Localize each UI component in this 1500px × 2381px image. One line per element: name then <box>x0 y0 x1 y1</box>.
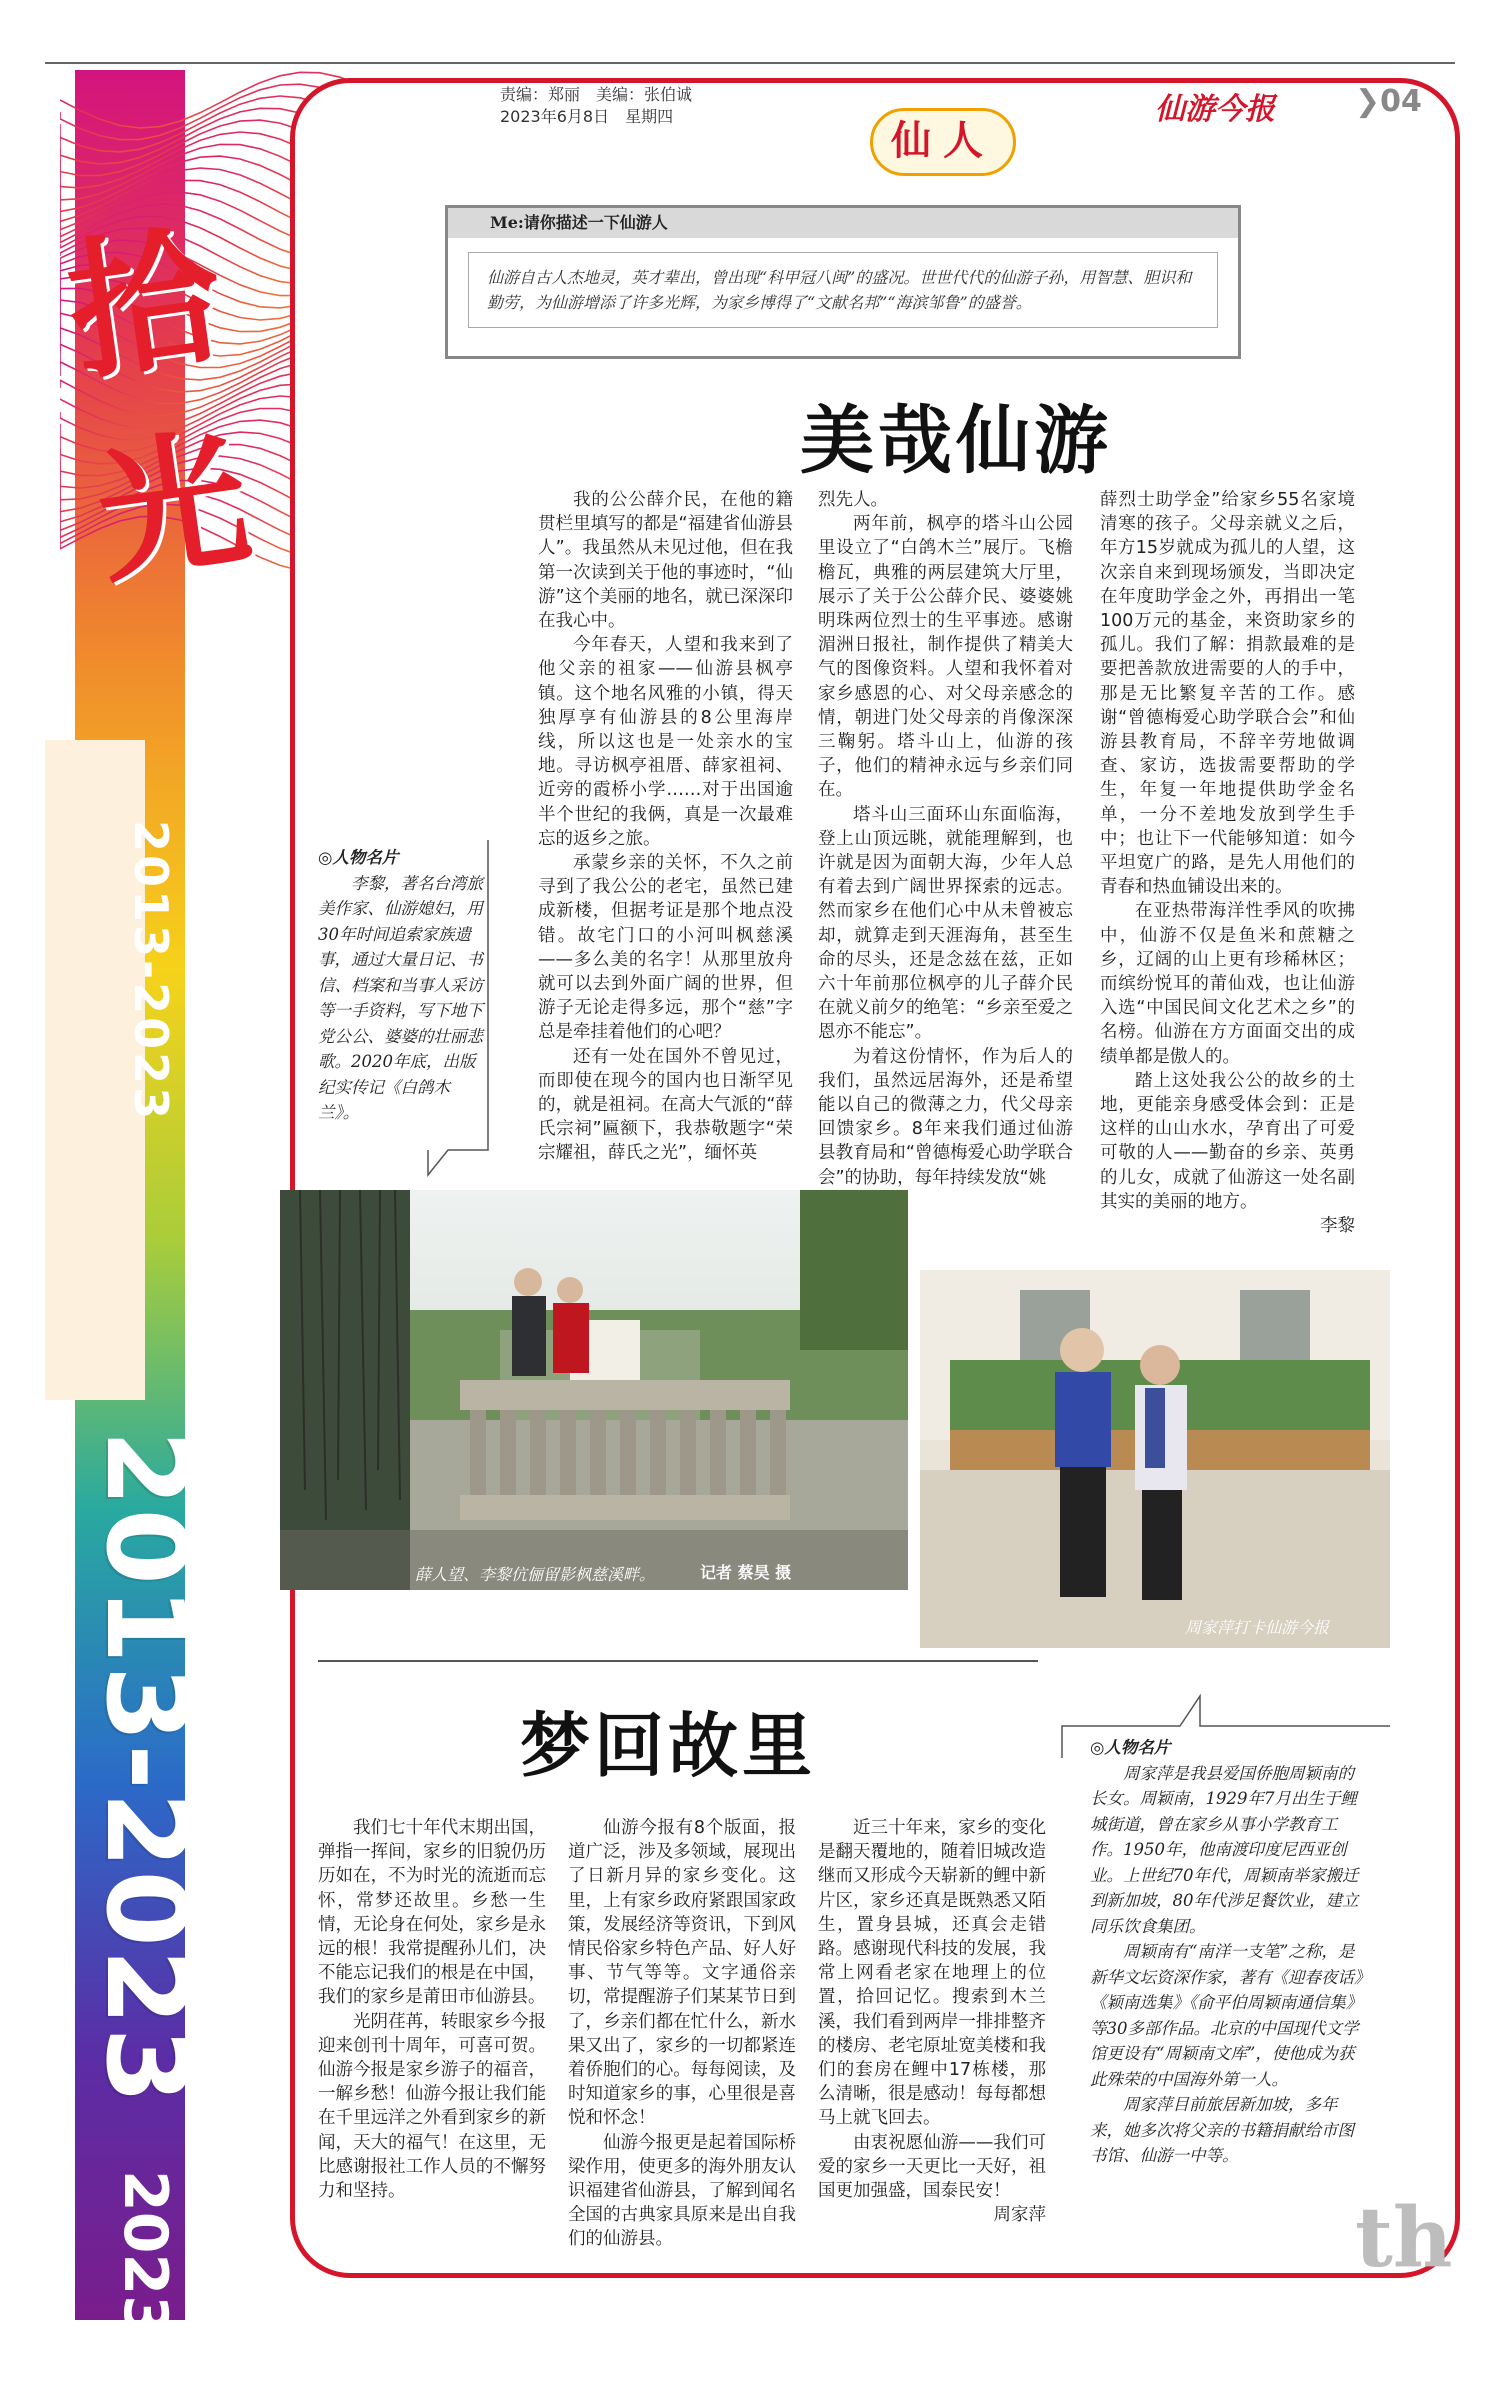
me-box <box>445 205 1241 359</box>
article2-col3 <box>818 1816 1046 2227</box>
photo1-image <box>280 1190 908 1590</box>
section-divider <box>318 1660 1038 1662</box>
paragraph: 两年前，枫亭的塔斗山公园里设立了“白鸽木兰”展厅。飞檐檐瓦，典雅的两层建筑大厅里，展示了关于公公薛介民、婆婆姚明珠两位烈士的生平事迹。感谢湄洲日报社，制作提供了精美大气的图像资料。人望和我怀着对家乡感恩的心、对父母亲感念的情，朝进门处父母亲的肖像深深三鞠躬。塔斗山上，仙游的孩子，他们的精神永远与乡亲们同在。 <box>818 514 1073 801</box>
photo1-caption: 薛人望、李黎伉俪留影枫慈溪畔。 <box>415 1565 656 1584</box>
photo2-caption: 周家萍打卡仙游今报 <box>1185 1618 1330 1637</box>
page-number-value: 04 <box>1380 84 1422 119</box>
profile1-label: ◎人物名片 <box>318 848 399 867</box>
paragraph: 在亚热带海洋性季风的吹拂中，仙游不仅是鱼米和蔗糖之乡，辽阔的山上更有珍稀林区；而缤纷悦耳的莆仙戏，也让仙游入选“中国民间文化艺术之乡”的名榜。仙游在方方面面交出的成绩单都是傲人的。 <box>1100 901 1355 1067</box>
watermark: th <box>1355 2190 1453 2286</box>
profile1-text: 李黎，著名台湾旅美作家、仙游媳妇，用30年时间追索家族遗事，通过大量日记、书信、档案和当事人采访等一手资料，写下地下党公公、婆婆的壮丽悲歌。2020年底，出版纪实传记《白鸽木兰》。 <box>318 873 483 1122</box>
top-rule <box>45 62 1455 64</box>
paragraph: 近三十年来，家乡的变化是翻天覆地的，随着旧城改造继而又形成今天崭新的鲤中新片区，家乡还真是既熟悉又陌生，置身县城，还真会走错路。感谢现代科技的发展，我常上网看老家在地理上的位置，拾回记忆。搜索到木兰溪，我们看到两岸一排排整齐的楼房、老宅原址宽美楼和我们的套房在鲤中17栋楼，那么清晰，很是感动！每每都想马上就飞回去。 <box>818 1818 1046 2129</box>
decor-years-big: 2013-2023 <box>82 1430 210 2106</box>
profile2-text3: 周家萍目前旅居新加坡，多年来，她多次将父亲的书籍捐献给市图书馆、仙游一中等。 <box>1090 2095 1354 2165</box>
profile2-text2: 周颖南有“南洋一支笔”之称，是新华文坛资深作家，著有《迎春夜话》《颖南选集》《俞平伯周颖南通信集》等30多部作品。北京的中国现代文学馆更设有“周颖南文库”，使他成为获此殊荣的中国海外第一人。 <box>1090 1942 1363 2089</box>
article1-title: 美哉仙游 <box>800 398 1112 484</box>
photo1-credit: 记者 蔡昊 摄 <box>700 1563 792 1582</box>
photo-riverside-couple <box>280 1190 908 1590</box>
article1-col3 <box>1100 488 1355 1238</box>
article1-col2 <box>818 488 1073 1190</box>
article2-title: 梦回故里 <box>520 1705 816 1787</box>
paragraph: 踏上这处我公公的故乡的土地，更能亲身感受体会到：正是这样的山山水水，孕育出了可爱可敬的人——勤奋的乡亲、英勇的儿女，成就了仙游这一处名副其实的美丽的地方。 <box>1100 1070 1355 1212</box>
profile2-text1: 周家萍是我县爱国侨胞周颖南的长女。周颖南，1929年7月出生于鲤城街道，曾在家乡从事小学教育工作。1950年，他南渡印度尼西亚创业。上世纪70年代，周颖南举家搬迁到新加坡，80年代涉足餐饮业，建立同乐饮食集团。 <box>1090 1763 1359 1936</box>
article2-col1 <box>318 1816 546 2203</box>
article1-signature: 李黎 <box>1320 1216 1355 1237</box>
paragraph: 我的公公薛介民，在他的籍贯栏里填写的都是“福建省仙游县人”。我虽然从未见过他，但在我第一次读到关于他的事迹时，“仙游”这个美丽的地名，就已深深印在我心中。 <box>538 490 793 632</box>
profile1 <box>318 845 483 1126</box>
paragraph: 仙游今报有8个版面，报道广泛，涉及多领域，展现出了日新月异的家乡变化。这里，上有家乡政府紧跟国家政策，发展经济等资讯，下到风情民俗家乡特色产品、好人好事、节气等等。文字通俗亲切，常提醒游子们某某节日到了，乡亲们都在忙什么，新水果又出了，家乡的一切都紧连着侨胞们的心。每每阅读，及时知道家乡的事，心里很是喜悦和怀念！ <box>568 1818 796 2129</box>
page-number: ❯04 <box>1355 84 1422 119</box>
paragraph: 还有一处在国外不曾见过，而即使在现今的国内也日渐罕见的，就是祖祠。在高大气派的“薛氏宗祠”匾额下，我恭敬题字“荣宗耀祖，薛氏之光”，缅怀英 <box>538 1046 793 1164</box>
paragraph: 塔斗山三面环山东面临海，登上山顶远眺，就能理解到，也许就是因为面朝大海，少年人总有着去到广阔世界探索的远志。然而家乡在他们心中从未曾被忘却，就算走到天涯海角，甚至生命的尽头，还是念兹在兹，正如六十年前那位枫亭的儿子薛介民在就义前夕的绝笔：“乡亲至爱之恩亦不能忘”。 <box>818 804 1073 1043</box>
page-header-info <box>500 84 692 128</box>
profile2-label: ◎人物名片 <box>1090 1738 1171 1757</box>
paragraph: 承蒙乡亲的关怀，不久之前寻到了我公公的老宅，虽然已建成新楼，但据考证是那个地点没错。故宅门口的小河叫枫慈溪——多么美的名字！从那里放舟就可以去到外面广阔的世界，但游子无论走得多远，那个“慈”字总是牵挂着他们的心吧？ <box>538 853 793 1043</box>
article1-col1 <box>538 488 793 1166</box>
paragraph: 薛烈士助学金”给家乡55名家境清寒的孩子。父母亲就义之后，年方15岁就成为孤儿的人望，这次亲自来到现场颁发，当即决定在年度助学金之外，再捐出一笔100万元的基金，来资助家乡的孤儿。我们了解：捐款最难的是要把善款放进需要的人的手中，那是无比繁复辛苦的工作。感谢“曾德梅爱心助学联合会”和仙游县教育局，不辞辛劳地做调查、家访，选拔需要帮助的学生，年复一年地提供助学金名单，一分不差地发放到学生手中；也让下一代能够知道：如今平坦宽广的路，是先人用他们的青春和热血铺设出来的。 <box>1100 490 1355 898</box>
photo-newspaper-checkin <box>920 1270 1390 1648</box>
paragraph: 光阴荏苒，转眼家乡今报迎来创刊十周年，可喜可贺。仙游今报是家乡游子的福音，一解乡愁！仙游今报让我们能在千里远洋之外看到家乡的新闻，天大的福气！在这里，无比感谢报社工作人员的不懈努力和坚持。 <box>318 2011 546 2202</box>
masthead: 仙游今报 <box>1155 92 1275 127</box>
article2-col2 <box>568 1816 796 2252</box>
paragraph: 我们七十年代末期出国，弹指一挥间，家乡的旧貌仍历历如在，不为时光的流逝而忘怀，常梦还故里。乡愁一生情，无论身在何处，家乡是永远的根！我常提醒孙儿们，决不能忘记我们的根是在中国，我们的家乡是莆田市仙游县。 <box>318 1818 546 2008</box>
decor-years-bottom: 2023 <box>110 2170 180 2337</box>
paragraph: 今年春天，人望和我来到了他父亲的祖家——仙游县枫亭镇。这个地名风雅的小镇，得天独厚享有仙游县的8公里海岸线，所以这也是一处亲水的宝地。寻访枫亭祖厝、薛家祖祠、近旁的霞桥小学……对于出国逾半个世纪的我俩，真是一次最难忘的返乡之旅。 <box>538 635 793 849</box>
paragraph: 仙游今报更是起着国际桥梁作用，使更多的海外朋友认识福建省仙游县，了解到闻名全国的古典家具原来是出自我们的仙游县。 <box>568 2132 796 2250</box>
photo2-image <box>920 1270 1390 1648</box>
section-badge: 仙人 <box>870 108 1016 176</box>
article2-signature: 周家萍 <box>993 2205 1046 2226</box>
decor-title: 拾光 <box>58 206 260 605</box>
me-box-heading: Me:请你描述一下仙游人 <box>448 208 1238 238</box>
decor-years-small: 2013-2023 <box>124 820 178 1123</box>
paragraph: 由衷祝愿仙游——我们可爱的家乡一天更比一天好，祖国更加强盛，国泰民安！ <box>818 2132 1046 2202</box>
profile2 <box>1090 1735 1365 2169</box>
editor-credit: 责编：郑丽 美编：张伯诚 <box>500 85 693 104</box>
paragraph: 为着这份情怀，作为后人的我们，虽然远居海外，还是希望能以自己的微薄之力，代父母亲回馈家乡。8年来我们通过仙游县教育局和“曾德梅爱心助学联合会”的协助，每年持续发放“姚 <box>818 1046 1073 1188</box>
issue-date: 2023年6月8日 星期四 <box>500 107 674 126</box>
paragraph: 烈先人。 <box>818 490 888 510</box>
me-box-text: 仙游自古人杰地灵，英才辈出，曾出现“科甲冠八闽”的盛况。世世代代的仙游子孙，用智慧、胆识和勤劳，为仙游增添了许多光辉，为家乡博得了“文献名邦”“海滨邹鲁”的盛誉。 <box>468 252 1218 328</box>
